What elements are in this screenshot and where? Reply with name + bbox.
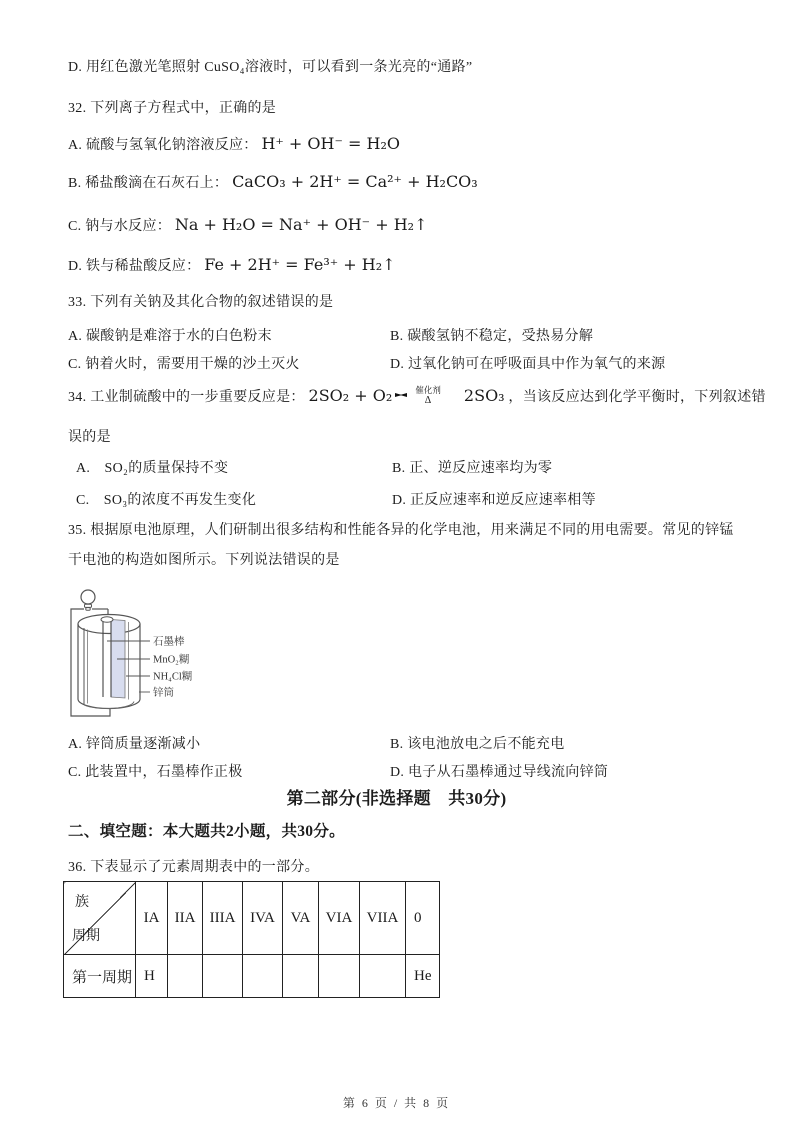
page-footer: 第 6 页 / 共 8 页 xyxy=(342,1096,451,1110)
catalyst-label: 催化剂 xyxy=(415,384,441,395)
question-35-option-a: A. 锌筒质量逐渐减小 xyxy=(68,737,201,752)
section-2-title: 第二部分(非选择题 共30分) xyxy=(286,789,507,808)
battery-diagram xyxy=(60,586,282,734)
group-label: 族 xyxy=(75,895,89,910)
group-header-va: VA xyxy=(283,882,319,955)
question-32-option-d xyxy=(68,255,396,277)
question-33-option-a: A. 碳酸钠是难溶于水的白色粉末 xyxy=(68,329,272,344)
option-d-formula: Fe + 2H⁺ = Fe³⁺ + H₂↑ xyxy=(204,255,396,274)
group-header-via: VIA xyxy=(319,882,360,955)
question-35-option-c: C. 此装置中，石墨棒作正极 xyxy=(68,765,243,780)
period-label: 周期 xyxy=(72,929,100,944)
question-35-stem-line1: 35. 根据原电池原理，人们研制出很多结构和性能各异的化学电池，用来满足不同的用电需要。常见的锌锰 xyxy=(68,523,734,538)
rod-terminal xyxy=(101,617,113,623)
nh4cl-paste-label: NH₄Cl糊 xyxy=(153,671,193,683)
option-c-formula: Na + H₂O = Na⁺ + OH⁻ + H₂↑ xyxy=(174,215,428,234)
option-a-formula: H⁺ + OH⁻ = H₂O xyxy=(261,134,400,153)
group-header-ia: IA xyxy=(136,882,168,955)
question-34-option-a: A. SO₂的质量保持不变 xyxy=(76,461,229,476)
group-header-iva: IVA xyxy=(243,882,283,955)
equilibrium-arrows xyxy=(401,386,455,407)
question-35-stem-line2: 干电池的构造如图所示。下列说法错误的是 xyxy=(68,553,340,568)
question-34-stem-line2: 误的是 xyxy=(68,430,111,445)
cell-empty xyxy=(283,955,319,998)
question-33-stem: 33. 下列有关钠及其化合物的叙述错误的是 xyxy=(68,295,334,310)
group-header-viia: VIIA xyxy=(360,882,406,955)
table-row xyxy=(64,955,440,998)
cell-helium: He xyxy=(406,955,440,998)
question-31-option-d: D. 用红色激光笔照射 CuSO₄溶液时，可以看到一条光亮的“通路” xyxy=(68,60,473,75)
cell-empty xyxy=(168,955,203,998)
equation-right: 2SO₃ xyxy=(463,386,505,405)
option-d-label: D. 铁与稀盐酸反应： xyxy=(68,259,201,274)
graphite-rod-label: 石墨棒 xyxy=(153,636,185,648)
group-header-iiia: IIIA xyxy=(203,882,243,955)
cell-empty xyxy=(203,955,243,998)
cell-empty xyxy=(319,955,360,998)
option-a-label: A. 硫酸与氢氧化钠溶液反应： xyxy=(68,138,258,153)
light-bulb-icon xyxy=(81,590,95,610)
stem-prefix: 34. 工业制硫酸中的一步重要反应是： xyxy=(68,390,305,405)
fill-in-blanks-header: 二、填空题：本大题共2小题，共30分。 xyxy=(68,823,345,840)
question-34-option-b: B. 正、逆反应速率均为零 xyxy=(392,461,553,476)
option-b-label: B. 稀盐酸滴在石灰石上： xyxy=(68,176,229,191)
cell-empty xyxy=(243,955,283,998)
cell-hydrogen: H xyxy=(136,955,168,998)
period-1-label: 第一周期 xyxy=(64,955,136,998)
group-header-iia: IIA xyxy=(168,882,203,955)
option-c-label: C. 钠与水反应： xyxy=(68,219,172,234)
question-32-option-b xyxy=(68,172,478,194)
option-b-formula: CaCO₃ + 2H⁺ = Ca²⁺ + H₂CO₃ xyxy=(232,172,478,191)
mno2-paste-label: MnO₂糊 xyxy=(153,654,190,666)
question-32-option-a xyxy=(68,134,400,156)
question-34-option-d: D. 正反应速率和逆反应速率相等 xyxy=(392,493,596,508)
question-35-option-b: B. 该电池放电之后不能充电 xyxy=(390,737,565,752)
equation-left: 2SO₂ + O₂ xyxy=(308,386,393,405)
zinc-cylinder-label: 锌筒 xyxy=(153,687,174,699)
question-34-stem xyxy=(68,386,766,408)
stem-suffix: ，当该反应达到化学平衡时，下列叙述错 xyxy=(508,390,766,405)
periodic-table xyxy=(63,881,440,998)
question-35-option-d: D. 电子从石墨棒通过导线流向锌筒 xyxy=(390,765,609,780)
group-header-0: 0 xyxy=(406,882,440,955)
question-32-stem: 32. 下列离子方程式中，正确的是 xyxy=(68,101,277,116)
question-34-option-c: C. SO₃的浓度不再发生变化 xyxy=(76,493,257,508)
delta-label: Δ xyxy=(424,395,432,407)
cell-empty xyxy=(360,955,406,998)
question-33-option-c: C. 钠着火时，需要用干燥的沙土灭火 xyxy=(68,357,300,372)
zinc-cylinder xyxy=(78,615,140,709)
corner-cell xyxy=(64,882,136,955)
question-36-stem: 36. 下表显示了元素周期表中的一部分。 xyxy=(68,860,319,875)
question-33-option-b: B. 碳酸氢钠不稳定，受热易分解 xyxy=(390,329,594,344)
question-32-option-c xyxy=(68,215,427,237)
question-33-option-d: D. 过氧化钠可在呼吸面具中作为氧气的来源 xyxy=(390,357,666,372)
